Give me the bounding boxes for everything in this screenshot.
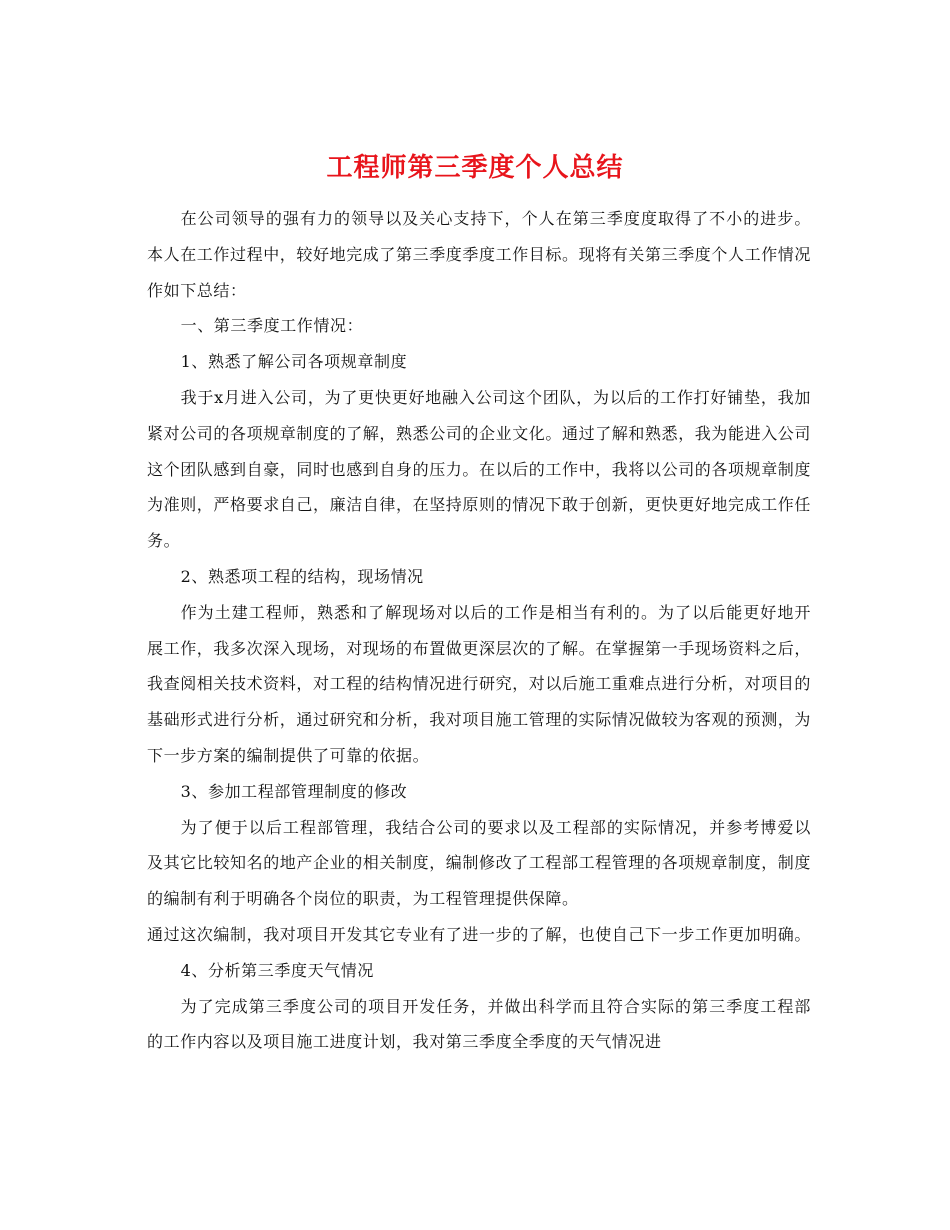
paragraph-compilation-result: 通过这次编制，我对项目开发其它专业有了进一步的了解，也使自己下一步工作更加明确。 <box>147 924 812 944</box>
paragraph-weather: 为了完成第三季度公司的项目开发任务，并做出科学而且符合实际的第三季度工程部的工作内容以及项目施工进度计划，我对第三季度全季度的天气情况进 <box>147 996 811 1052</box>
subheading-management-rules: 3、参加工程部管理制度的修改 <box>180 781 408 801</box>
paragraph-intro: 在公司领导的强有力的领导以及关心支持下，个人在第三季度度取得了不小的进步。本人在工作过程中，较好地完成了第三季度季度工作目标。现将有关第三季度个人工作情况作如下总结： <box>147 209 812 300</box>
subheading-site: 2、熟悉项工程的结构，现场情况 <box>180 566 424 586</box>
subheading-rules: 1、熟悉了解公司各项规章制度 <box>180 352 408 372</box>
document-body <box>147 201 811 1060</box>
section-heading-work-status: 一、第三季度工作情况： <box>180 316 364 336</box>
paragraph-management-rules: 为了便于以后工程部管理，我结合公司的要求以及工程部的实际情况，并参考博爱以及其它比较知名的地产企业的相关制度，编制修改了工程部工程管理的各项规章制度，制度的编制有利于明确各个岗位的职责，为工程管理提供保障。 <box>147 817 812 909</box>
paragraph-rules: 我于x月进入公司，为了更快更好地融入公司这个团队，为以后的工作打好铺垫，我加紧对公司的各项规章制度的了解，熟悉公司的企业文化。通过了解和熟悉，我为能进入公司这个团队感到自豪，同时也感到自身的压力。在以后的工作中，我将以公司的各项规章制度为准则，严格要求自己，廉洁自律，在坚持原则的情况下敢于创新，更快更好地完成工作任务。 <box>147 387 812 551</box>
subheading-weather: 4、分析第三季度天气情况 <box>180 960 374 980</box>
paragraph-site: 作为土建工程师，熟悉和了解现场对以后的工作是相当有利的。为了以后能更好地开展工作，我多次深入现场，对现场的布置做更深层次的了解。在掌握第一手现场资料之后，我查阅相关技术资料，对工程的结构情况进行研究，对以后施工重难点进行分析，对项目的基础形式进行分析，通过研究和分析，我对项目施工管理的实际情况做较为客观的预测，为下一步方案的编制提供了可靠的依据。 <box>147 602 812 765</box>
document-title: 工程师第三季度个人总结 <box>326 153 624 184</box>
